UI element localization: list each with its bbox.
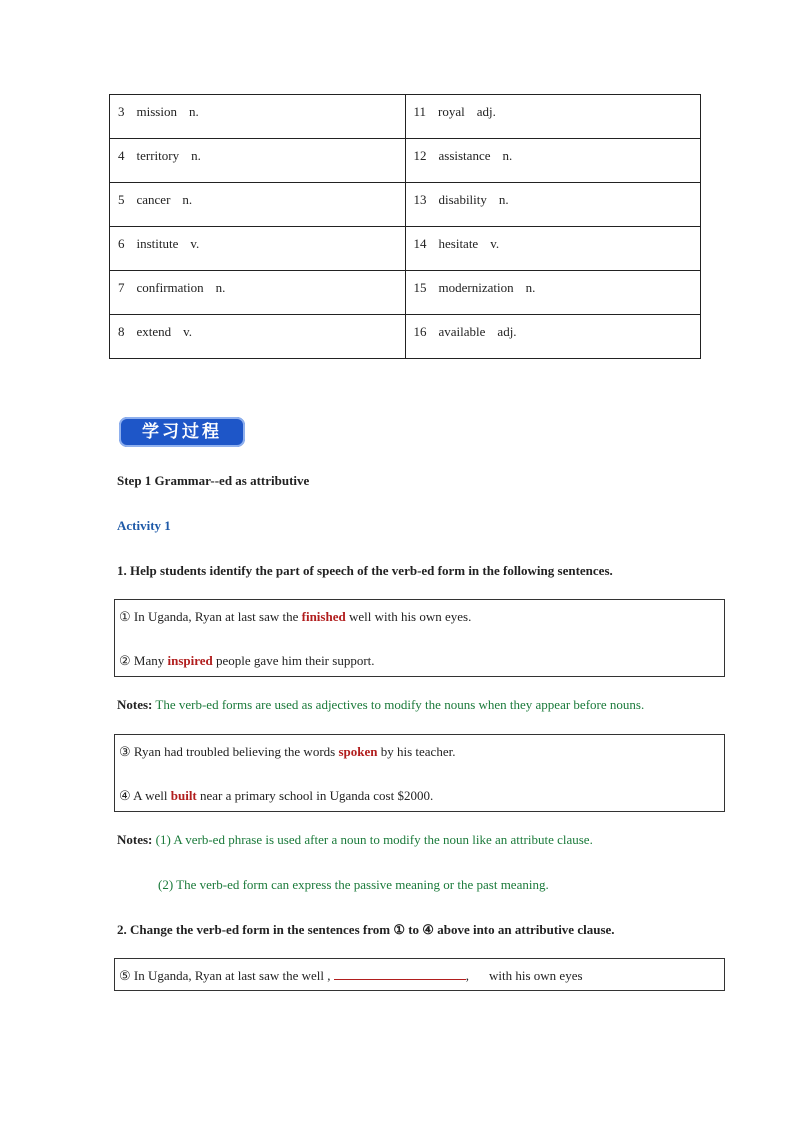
vocab-word: extend — [136, 324, 172, 339]
part-of-speech: n. — [502, 148, 513, 163]
table-row — [110, 183, 701, 227]
highlighted-verb: inspired — [167, 653, 213, 668]
highlighted-verb: built — [170, 788, 197, 803]
part-of-speech: v. — [490, 236, 500, 251]
step-heading: Step 1 Grammar--ed as attributive — [117, 473, 310, 488]
vocab-cell — [405, 95, 701, 139]
item-number: 13 — [413, 192, 427, 207]
vocab-cell — [405, 315, 701, 359]
item-number: 5 — [118, 192, 125, 207]
item-number: 3 — [118, 104, 125, 119]
answer-blank[interactable] — [334, 967, 466, 980]
vocab-word: territory — [136, 148, 180, 163]
notes-1 — [117, 697, 644, 713]
vocab-word: confirmation — [136, 280, 204, 295]
item-number: 16 — [413, 324, 427, 339]
part-of-speech: n. — [188, 104, 199, 119]
item-number: 15 — [413, 280, 427, 295]
sentence-1: ① In Uganda, Ryan at last saw the finished well with his own eyes. — [119, 609, 472, 624]
part-of-speech: n. — [215, 280, 226, 295]
vocab-cell — [110, 227, 406, 271]
part-of-speech: n. — [498, 192, 509, 207]
part-of-speech: adj. — [476, 104, 496, 119]
section-badge: 学习过程 — [119, 417, 245, 447]
answer-box — [114, 958, 725, 991]
example-box-2 — [114, 734, 725, 812]
notes-label: Notes: — [117, 832, 153, 847]
notes-label: Notes: — [117, 697, 153, 712]
sentence-5: ⑤ In Uganda, Ryan at last saw the well , , with his own eyes — [119, 968, 583, 983]
vocabulary-table — [109, 94, 701, 359]
activity-heading: Activity 1 — [117, 518, 171, 533]
vocab-word: modernization — [438, 280, 514, 295]
notes-2 — [117, 832, 593, 848]
item-number: 4 — [118, 148, 125, 163]
vocab-cell — [110, 95, 406, 139]
vocab-cell — [405, 183, 701, 227]
table-row — [110, 315, 701, 359]
vocab-word: cancer — [136, 192, 171, 207]
item-number: 11 — [413, 104, 427, 119]
table-row — [110, 271, 701, 315]
question-2: 2. Change the verb-ed form in the sentences from ① to ④ above into an attributive clause. — [117, 922, 615, 937]
vocab-cell — [110, 271, 406, 315]
sentence-2: ② Many inspired people gave him their support. — [119, 653, 375, 668]
table-row — [110, 95, 701, 139]
vocab-cell — [110, 183, 406, 227]
table-row — [110, 139, 701, 183]
item-number: 6 — [118, 236, 125, 251]
table-row — [110, 227, 701, 271]
notes-text: (1) A verb-ed phrase is used after a noun to modify the noun like an attribute clause. — [155, 832, 593, 847]
part-of-speech: n. — [525, 280, 536, 295]
item-number: 12 — [413, 148, 427, 163]
vocab-cell — [110, 315, 406, 359]
vocab-word: assistance — [438, 148, 491, 163]
vocab-cell — [110, 139, 406, 183]
item-number: 14 — [413, 236, 427, 251]
vocab-cell — [405, 139, 701, 183]
question-1: 1. Help students identify the part of speech of the verb-ed form in the following sentences. — [117, 563, 613, 578]
part-of-speech: n. — [182, 192, 193, 207]
vocab-cell — [405, 271, 701, 315]
item-number: 8 — [118, 324, 125, 339]
vocab-word: available — [438, 324, 486, 339]
part-of-speech: v. — [183, 324, 193, 339]
vocab-word: royal — [438, 104, 465, 119]
vocab-word: disability — [438, 192, 487, 207]
part-of-speech: v. — [190, 236, 200, 251]
highlighted-verb: finished — [301, 609, 346, 624]
vocab-word: hesitate — [438, 236, 479, 251]
sentence-3: ③ Ryan had troubled believing the words spoken by his teacher. — [119, 744, 456, 759]
highlighted-verb: spoken — [338, 744, 378, 759]
part-of-speech: adj. — [497, 324, 517, 339]
notes-2b: (2) The verb-ed form can express the passive meaning or the past meaning. — [158, 877, 549, 892]
part-of-speech: n. — [191, 148, 201, 163]
sentence-4: ④ A well built near a primary school in Uganda cost $2000. — [119, 788, 434, 803]
item-number: 7 — [118, 280, 125, 295]
example-box-1 — [114, 599, 725, 677]
vocab-cell — [405, 227, 701, 271]
vocab-word: institute — [136, 236, 179, 251]
vocab-word: mission — [136, 104, 177, 119]
notes-text: The verb-ed forms are used as adjectives to modify the nouns when they appear before nouns. — [155, 697, 645, 712]
